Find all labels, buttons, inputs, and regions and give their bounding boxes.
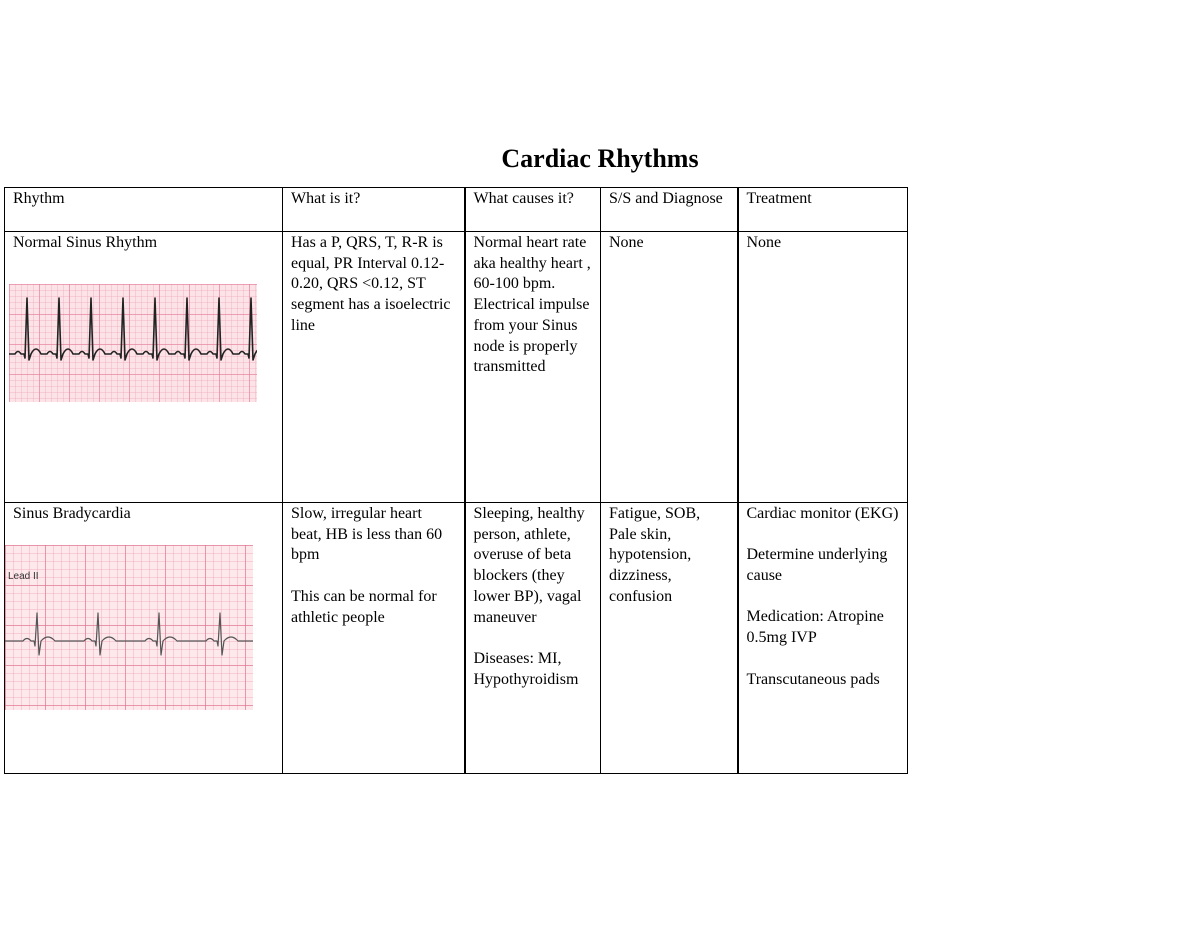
treatment-item: Determine underlying cause bbox=[746, 546, 888, 585]
treatment-text: None bbox=[746, 234, 782, 251]
what-is-it-text: Has a P, QRS, T, R-R is equal, PR Interval 0.12-0.20, QRS <0.12, ST segment has a isoelectric line bbox=[291, 234, 451, 334]
ecg-lead-label: Lead II bbox=[8, 570, 39, 582]
what-is-it-text: Slow, irregular heart beat, HB is less than 60 bpm bbox=[291, 505, 443, 564]
ecg-strip-sinus-bradycardia bbox=[5, 545, 253, 710]
header-ss-diagnose: S/S and Diagnose bbox=[601, 188, 738, 232]
cell-what-causes-it bbox=[465, 232, 601, 503]
what-causes-it-diseases: Diseases: MI, Hypothyroidism bbox=[473, 649, 579, 688]
ecg-strip-normal-sinus-rhythm bbox=[9, 284, 257, 402]
header-what-causes-it: What causes it? bbox=[465, 188, 601, 232]
cell-what-is-it bbox=[283, 232, 465, 503]
ss-diagnose-text: None bbox=[609, 234, 644, 251]
cell-what-is-it bbox=[283, 503, 465, 774]
cell-what-causes-it bbox=[465, 503, 601, 774]
cell-treatment bbox=[738, 232, 908, 503]
treatment-item: Transcutaneous pads bbox=[746, 670, 880, 688]
cell-ss-diagnose bbox=[601, 503, 738, 774]
table-row-sinus-bradycardia bbox=[5, 503, 908, 774]
cell-treatment bbox=[738, 503, 908, 774]
table-row-normal-sinus-rhythm bbox=[5, 232, 908, 503]
ss-diagnose-text: Fatigue, SOB, Pale skin, hypotension, dizziness, confusion bbox=[609, 505, 701, 605]
rhythm-name: Normal Sinus Rhythm bbox=[13, 234, 158, 251]
page-title: Cardiac Rhythms bbox=[501, 144, 699, 173]
ecg-trace bbox=[5, 613, 253, 655]
header-what-is-it: What is it? bbox=[283, 188, 465, 232]
cell-rhythm bbox=[5, 232, 283, 503]
ecg-trace bbox=[9, 298, 257, 360]
treatment-item: Cardiac monitor (EKG) bbox=[746, 505, 899, 522]
header-rhythm: Rhythm bbox=[5, 188, 283, 232]
what-is-it-note: This can be normal for athletic people bbox=[291, 587, 437, 626]
rhythm-name: Sinus Bradycardia bbox=[13, 505, 131, 522]
treatment-item: Medication: Atropine 0.5mg IVP bbox=[746, 608, 884, 647]
cardiac-rhythms-table bbox=[4, 187, 908, 774]
header-treatment: Treatment bbox=[738, 188, 908, 232]
what-causes-it-text: Normal heart rate aka healthy heart , 60-100 bpm. Electrical impulse from your Sinus node is properly transmitted bbox=[473, 234, 591, 376]
table-header-row bbox=[5, 188, 908, 232]
cell-ss-diagnose bbox=[601, 232, 738, 503]
cell-rhythm bbox=[5, 503, 283, 774]
what-causes-it-text: Sleeping, healthy person, athlete, overuse of beta blockers (they lower BP), vagal maneuver bbox=[473, 505, 585, 626]
